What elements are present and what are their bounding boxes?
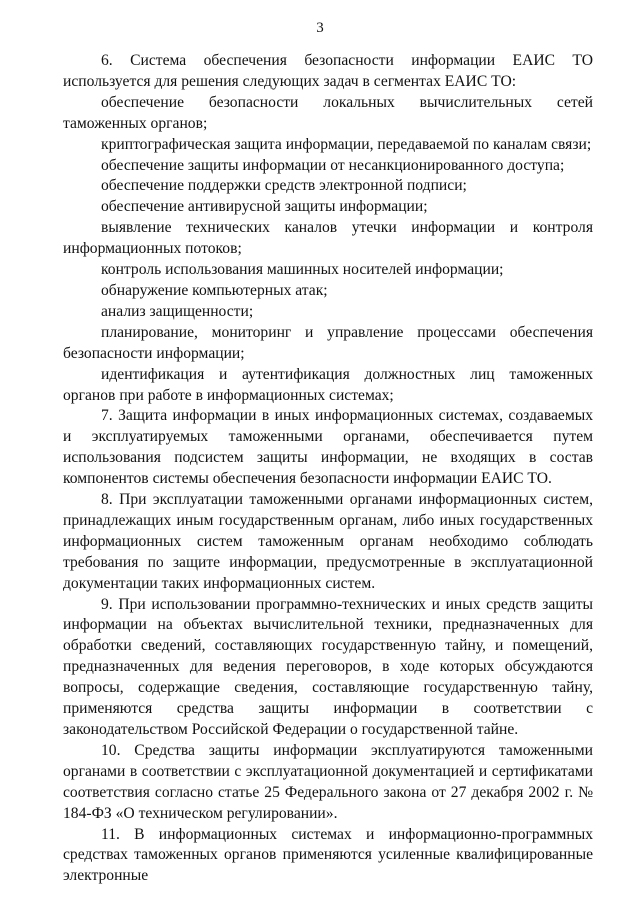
- page-number: 3: [316, 20, 324, 36]
- task-item-lan-security: обеспечение безопасности локальных вычислительных сетей таможенных органов;: [63, 93, 593, 132]
- task-item-electronic-signature: обеспечение поддержки средств электронной подписи;: [101, 177, 467, 195]
- paragraph-11: 11. В информационных системах и информационно-программных средствах таможенных органов применяются усиленные квалифицированные электронные: [63, 825, 593, 885]
- paragraph-10: 10. Средства защиты информации эксплуатируются таможенными органами в соответствии с эксплуатационной документацией и сертификатами соответствия согласно статье 25 Федерального закона от 27 декабря 2002 г. № 184-ФЗ «О техническом регулировании».: [63, 741, 593, 822]
- paragraph-7: 7. Защита информации в иных информационных системах, создаваемых и эксплуатируемых таможенными органами, обеспечивается путем использования подсистем защиты информации, не входящих в состав компонентов системы обеспечения безопасности информации ЕАИС ТО.: [63, 407, 593, 488]
- task-item-attack-detection: обнаружение компьютерных атак;: [101, 281, 328, 299]
- paragraph-8: 8. При эксплуатации таможенными органами информационных систем, принадлежащих иным государственным органам, либо иных государственных информационных систем таможенным органам необходимо соблюдать требования по защите информации, предусмотренные в эксплуатационной документации таких информационных систем.: [63, 491, 593, 592]
- task-item-antivirus: обеспечение антивирусной защиты информации;: [101, 198, 428, 216]
- task-item-crypto-protection: криптографическая защита информации, передаваемой по каналам связи;: [101, 135, 592, 153]
- paragraph-6: 6. Система обеспечения безопасности информации ЕАИС ТО используется для решения следующих задач в сегментах ЕАИС ТО:: [63, 52, 593, 90]
- task-item-unauthorized-access: обеспечение защиты информации от несанкционированного доступа;: [101, 156, 565, 174]
- paragraph-9: 9. При использовании программно-технических и иных средств защиты информации на объектах вычислительной техники, предназначенных для обработки сведений, составляющих государственную тайну, и помещений, предназначенных для ведения переговоров, в ходе которых обсуждаются вопросы, содержащие сведения, составляющие государственную тайну, применяются средства защиты информации в соответствии с законодательством Российской Федерации о государственной тайне.: [63, 595, 593, 738]
- task-item-identification: идентификация и аутентификация должностных лиц таможенных органов при работе в информационных системах;: [63, 365, 593, 404]
- task-item-media-control: контроль использования машинных носителей информации;: [101, 261, 504, 279]
- task-item-security-analysis: анализ защищенности;: [101, 302, 254, 320]
- task-item-planning-monitoring: планирование, мониторинг и управление процессами обеспечения безопасности информации;: [63, 323, 593, 362]
- task-item-leak-channels: выявление технических каналов утечки информации и контроля информационных потоков;: [63, 219, 593, 258]
- document-body: [63, 51, 593, 887]
